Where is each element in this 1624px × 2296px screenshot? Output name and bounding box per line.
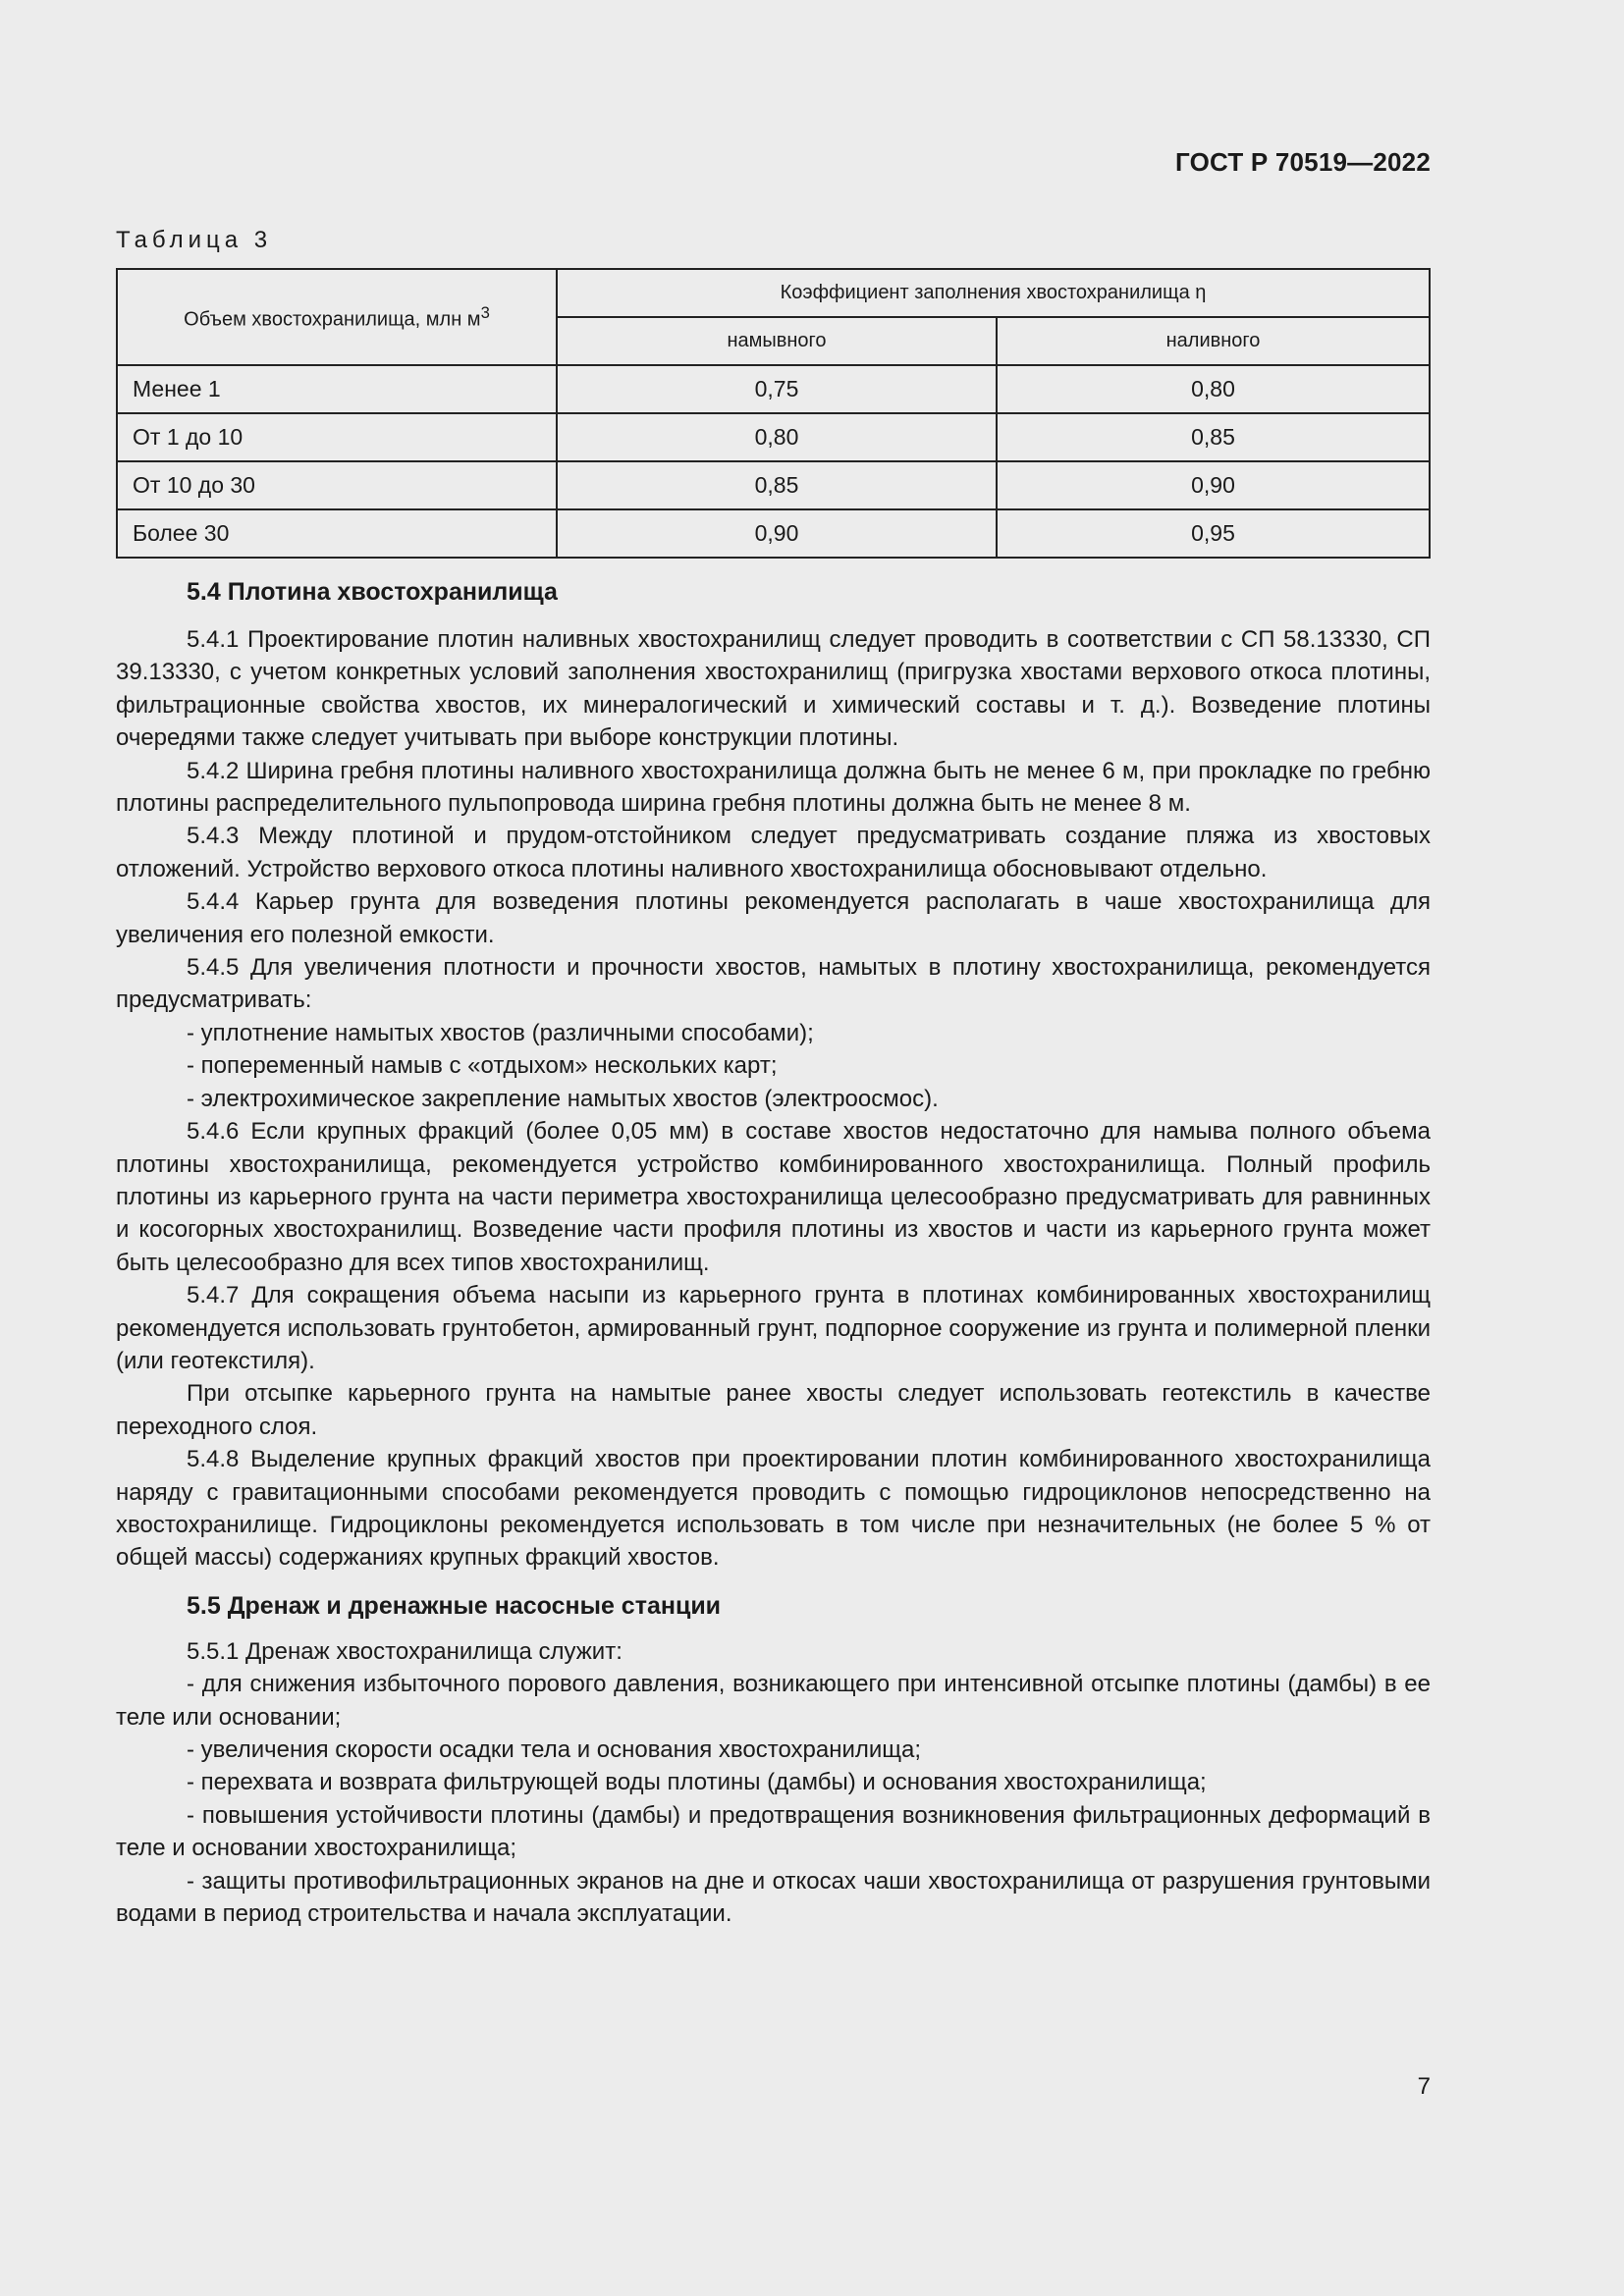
table-row <box>117 365 1430 413</box>
list-item: - повышения устойчивости плотины (дамбы) и предотвращения возникновения фильтрационных деформаций в теле и основании хвостохранилища; <box>116 1801 1431 1862</box>
page-number: 7 <box>1417 2073 1431 2100</box>
paragraph-5-4-7: 5.4.7 Для сокращения объема насыпи из карьерного грунта в плотинах комбинированных хвостохранилищ рекомендуется использовать грунтобетон, армированный грунт, подпорное сооружение из грунта и полимерной пленки (или геотекстиля). <box>116 1282 1431 1374</box>
table-row <box>117 461 1430 509</box>
list-item: - попеременный намыв с «отдыхом» нескольких карт; <box>187 1052 778 1080</box>
table-row <box>117 509 1430 558</box>
row-value-poured: 0,95 <box>997 509 1430 558</box>
row-label: От 10 до 30 <box>117 461 557 509</box>
section-heading-5-5: 5.5 Дренаж и дренажные насосные станции <box>187 1591 722 1620</box>
header-volume-text: Объем хвостохранилища, млн м <box>184 308 481 331</box>
row-label: От 1 до 10 <box>117 413 557 461</box>
table-row <box>117 413 1430 461</box>
header-volume <box>117 269 557 365</box>
row-value-poured: 0,80 <box>997 365 1430 413</box>
row-value-alluvial: 0,80 <box>557 413 997 461</box>
row-label: Менее 1 <box>117 365 557 413</box>
table-caption: Таблица 3 <box>116 227 273 253</box>
header-volume-sup: 3 <box>480 302 490 322</box>
row-value-poured: 0,85 <box>997 413 1430 461</box>
list-item: - уплотнение намытых хвостов (различными способами); <box>187 1019 814 1046</box>
coefficient-table <box>116 268 1431 559</box>
section-heading-5-4: 5.4 Плотина хвостохранилища <box>187 578 558 606</box>
paragraph-5-4-6: 5.4.6 Если крупных фракций (более 0,05 мм) в составе хвостов недостаточно для намыва полного объема плотины хвостохранилища, рекомендуется устройство комбинированного хвостохранилища. Полный профиль плотины из карьерного грунта на части периметра хвостохранилища целесообразно предусматривать для равнинных и косогорных хвостохранилищ. Возведение части профиля плотины из хвостов и части из карьерного грунта может быть целесообразно для всех типов хвостохранилищ. <box>116 1118 1431 1276</box>
list-item: - защиты противофильтрационных экранов на дне и откосах чаши хвостохранилища от разрушения грунтовыми водами в период строительства и начала эксплуатации. <box>116 1867 1431 1928</box>
list-item: - перехвата и возврата фильтрующей воды плотины (дамбы) и основания хвостохранилища; <box>187 1769 1207 1796</box>
list-item: - электрохимическое закрепление намытых хвостов (электроосмос). <box>187 1085 939 1112</box>
paragraph-5-4-8: 5.4.8 Выделение крупных фракций хвостов при проектировании плотин комбинированного хвостохранилища наряду с гравитационными способами рекомендуется проводить с помощью гидроциклонов непосредственно на хвостохранилище. Гидроциклоны рекомендуется использовать в том числе при незначительных (не более 5 % от общей массы) содержаниях крупных фракций хвостов. <box>116 1446 1431 1572</box>
header-poured: наливного <box>997 317 1430 365</box>
row-value-alluvial: 0,75 <box>557 365 997 413</box>
paragraph-5-5-1: 5.5.1 Дренаж хвостохранилища служит: <box>187 1637 623 1665</box>
body-text <box>116 574 1431 1930</box>
paragraph-5-4-5: 5.4.5 Для увеличения плотности и прочности хвостов, намытых в плотину хвостохранилища, рекомендуется предусматривать: <box>116 954 1431 1014</box>
paragraph-5-4-2: 5.4.2 Ширина гребня плотины наливного хвостохранилища должна быть не менее 6 м, при прокладке по гребню плотины распределительного пульпопровода ширина гребня плотины должна быть не менее 8 м. <box>116 757 1431 818</box>
header-alluvial: намывного <box>557 317 997 365</box>
paragraph-5-4-4: 5.4.4 Карьер грунта для возведения плотины рекомендуется располагать в чаше хвостохранилища для увеличения его полезной емкости. <box>116 888 1431 948</box>
standard-code: ГОСТ Р 70519—2022 <box>1175 147 1431 177</box>
header-fill-coefficient: Коэффициент заполнения хвостохранилища η <box>557 269 1430 317</box>
paragraph-5-4-7-geotextile: При отсыпке карьерного грунта на намытые ранее хвосты следует использовать геотекстиль в качестве переходного слоя. <box>116 1380 1431 1440</box>
row-label: Более 30 <box>117 509 557 558</box>
paragraph-5-4-3: 5.4.3 Между плотиной и прудом-отстойником следует предусматривать создание пляжа из хвостовых отложений. Устройство верхового откоса плотины наливного хвостохранилища обосновывают отдельно. <box>116 823 1431 882</box>
row-value-alluvial: 0,85 <box>557 461 997 509</box>
row-value-poured: 0,90 <box>997 461 1430 509</box>
list-item: - увеличения скорости осадки тела и основания хвостохранилища; <box>187 1736 922 1763</box>
paragraph-5-4-1: 5.4.1 Проектирование плотин наливных хвостохранилищ следует проводить в соответствии с СП 58.13330, СП 39.13330, с учетом конкретных условий заполнения хвостохранилищ (пригрузка хвостами верхового откоса плотины, фильтрационные свойства хвостов, их минералогический и химический составы и т. д.). Возведение плотины очередями также следует учитывать при выборе конструкции плотины. <box>116 626 1431 752</box>
row-value-alluvial: 0,90 <box>557 509 997 558</box>
list-item: - для снижения избыточного порового давления, возникающего при интенсивной отсыпке плотины (дамбы) в ее теле или основании; <box>116 1671 1431 1731</box>
